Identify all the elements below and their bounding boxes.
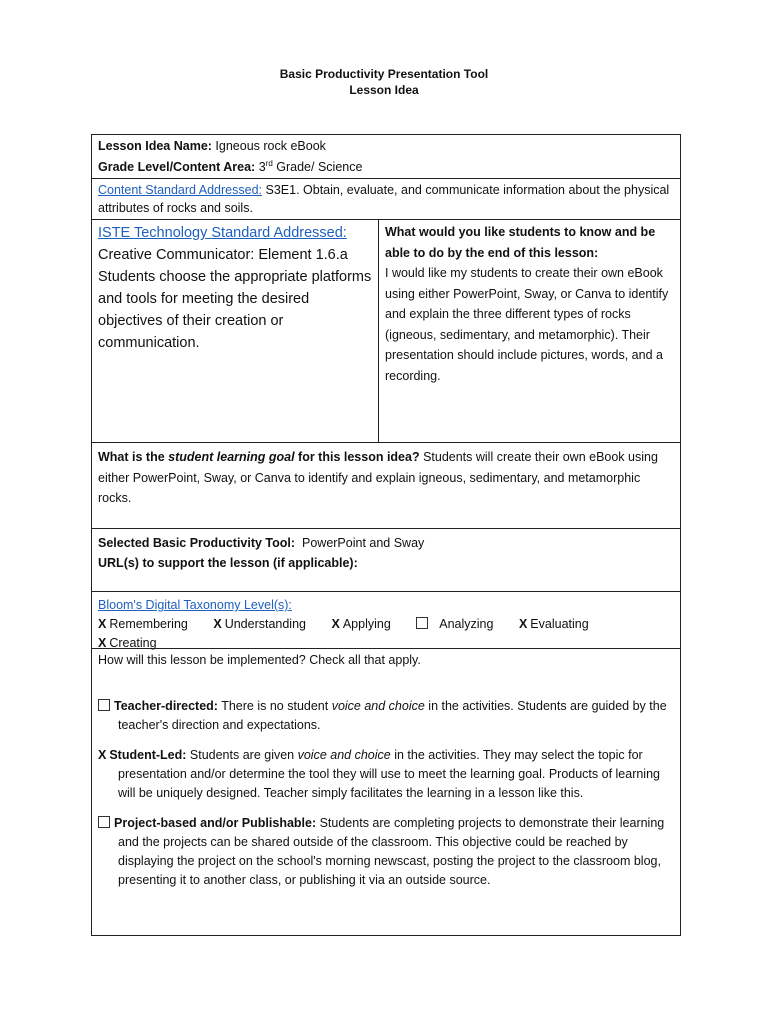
document-title [0,66,768,98]
learning-goal-row [92,442,680,528]
know-do-answer: I would like my students to create their own eBook using either PowerPoint, Sway, or Canva to identify and explain the three different types of rocks (igneous, sedimentary, and metamorphic). Their presentation should include pictures, words, and a recording. [385,266,669,383]
lesson-name-label: Lesson Idea Name: [98,139,212,153]
lesson-header-row [92,135,680,178]
bloom-level: Analyzing [416,617,504,631]
bloom-row [92,591,680,651]
tool-row [92,528,680,591]
bloom-level: X Evaluating [518,617,589,632]
checkbox-empty-icon[interactable] [98,816,110,828]
bloom-level: X Remembering [98,617,188,632]
iste-text: Creative Communicator: Element 1.6.a Students choose the appropriate platforms and tools for meeting the desired objectives of their creation or communication. [98,247,372,352]
lesson-name-value: Igneous rock eBook [215,139,326,153]
tool-value: PowerPoint and Sway [302,536,425,551]
implementation-option: X Student-Led: Students are given voice and choice in the activities. They may select the topic for presentation and/or determine the tool they will use to meet the learning goal. Products of learning will be uniquely designed. Teacher simply facilitates the learning in a lesson like this. [98,748,660,801]
implementation-question: How will this lesson be implemented? Check all that apply. [98,653,421,668]
grade-label: Grade Level/Content Area: [98,160,256,175]
bloom-level: X Applying [331,617,391,632]
title-line-2: Lesson Idea [349,83,419,97]
know-do-question: What would you like students to know and be able to do by the end of this lesson: [385,225,656,260]
implementation-option: Project-based and/or Publishable: Students are completing projects to demonstrate their learning and the projects can be shared outside of the classroom. This objective could be reached by displaying the project on the school's morning newscast, posting the project to the classroom blog, presenting it to another class, or publishing it via an outside source. [98,814,674,890]
grade-rest: Grade/ Science [276,160,363,175]
tool-label: Selected Basic Productivity Tool: [98,536,296,551]
iste-cell [92,220,379,442]
content-standard-link[interactable]: Content Standard Addressed: [98,183,263,198]
checkbox-empty-icon[interactable] [98,699,110,711]
lesson-table [91,134,681,936]
goal-answer: Students will create their own eBook using either PowerPoint, Sway, or Canva to identify and explain igneous, sedimentary, and metamorphic rocks. [98,450,658,506]
goal-emph: student learning goal [168,450,295,465]
goal-suffix: for this lesson idea? [294,450,420,465]
implementation-option: Teacher-directed: There is no student voice and choice in the activities. Students are guided by the teacher's direction and expectations. [98,697,674,735]
grade-sup: rd [265,159,273,168]
grade-num: 3 [258,160,266,175]
know-do-cell [379,220,680,442]
goal-prefix: What is the [98,450,169,465]
title-line-1: Basic Productivity Presentation Tool [279,67,489,81]
implementation-row [92,648,680,935]
content-standard-text: S3E1. Obtain, evaluate, and communicate information about the physical attributes of rocks and soils. [98,183,670,216]
bloom-level: X Creating [98,636,157,651]
url-label: URL(s) to support the lesson (if applicable): [98,556,358,571]
content-standard-row [92,178,680,219]
iste-link[interactable]: ISTE Technology Standard Addressed: [98,225,347,242]
bloom-level: X Understanding [213,617,306,632]
checkbox-empty-icon[interactable] [416,617,428,629]
standards-row [92,219,680,442]
bloom-link[interactable]: Bloom's Digital Taxonomy Level(s): [98,598,292,613]
